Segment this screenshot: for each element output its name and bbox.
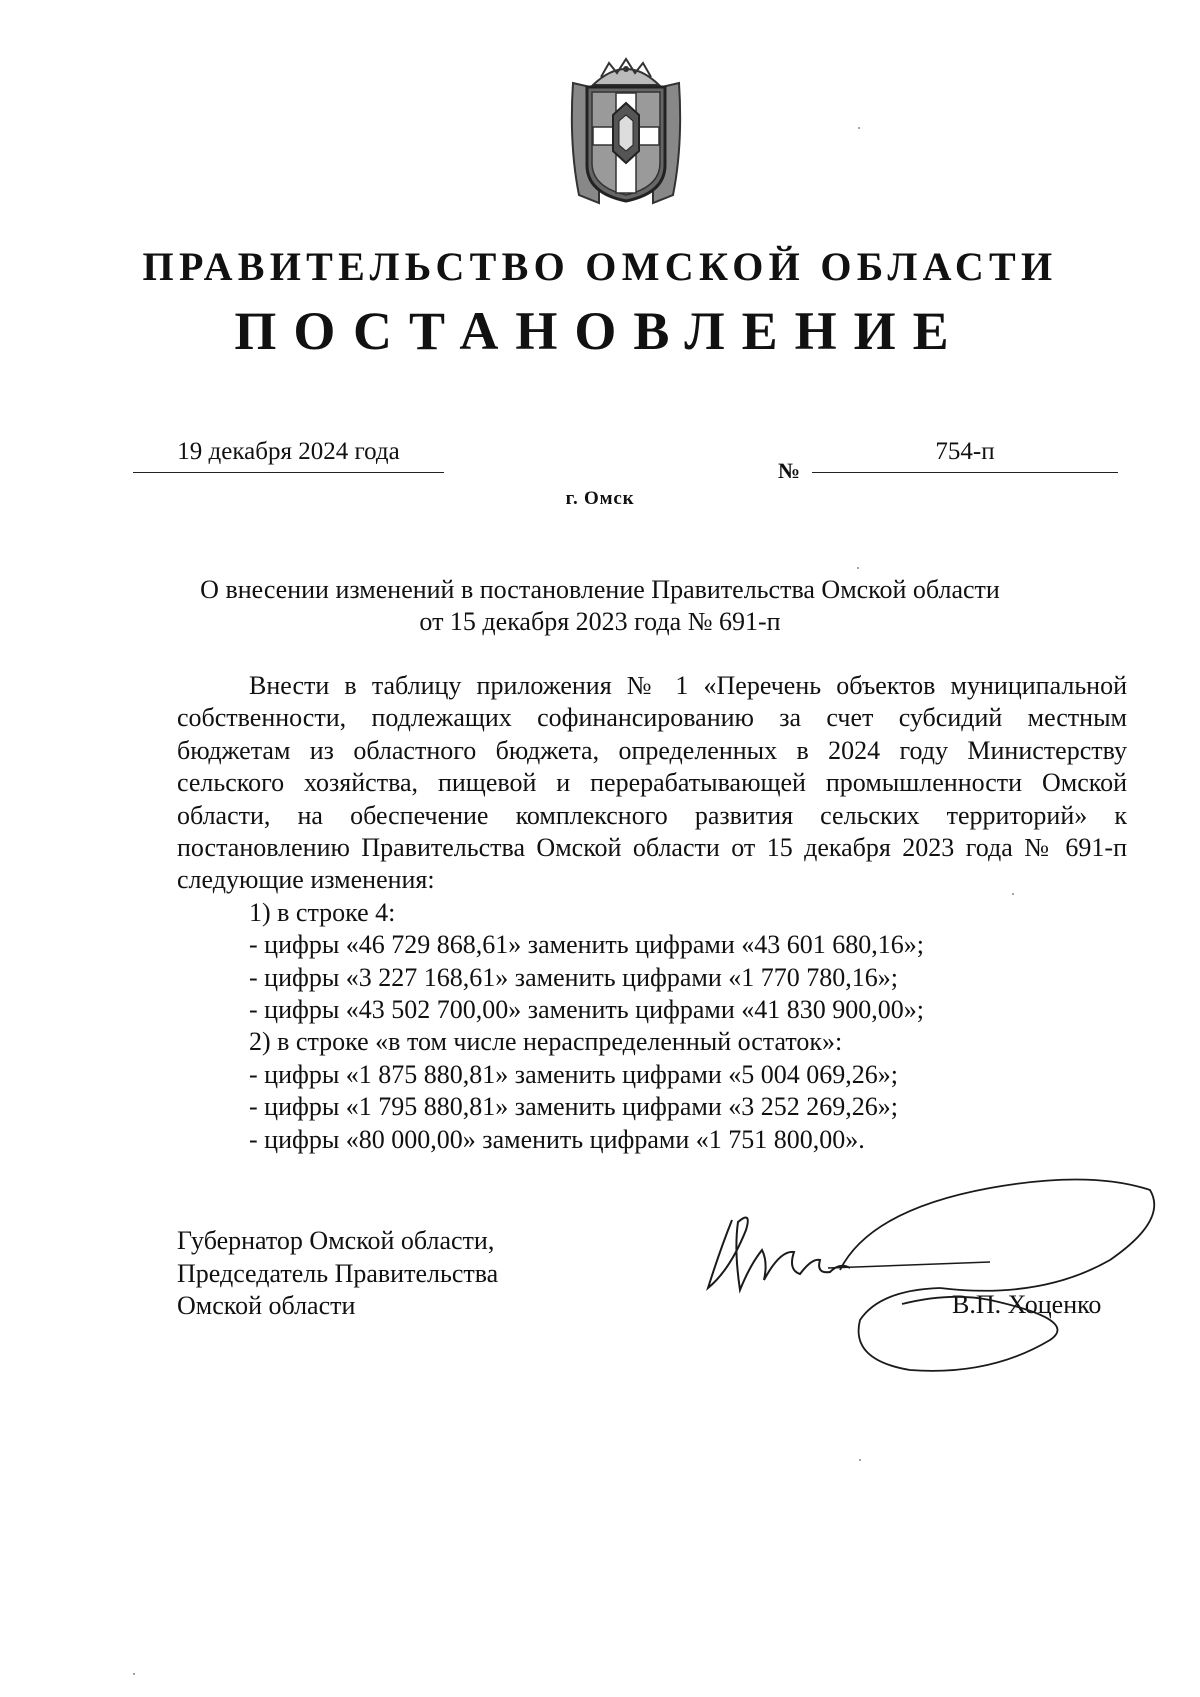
document-body [177, 670, 1127, 1156]
document-number: 754-п [812, 438, 1118, 473]
change-item: - цифры «3 227 168,61» заменить цифрами «1 770 780,16»; [249, 962, 898, 992]
signer-position-line: Омской области [177, 1291, 356, 1320]
change-item: - цифры «46 729 868,61» заменить цифрами «43 601 680,16»; [249, 930, 924, 960]
handwritten-signature [690, 1170, 1165, 1380]
signer-position [177, 1225, 498, 1323]
coat-of-arms-emblem [565, 55, 687, 205]
signer-position-line: Председатель Правительства [177, 1258, 499, 1288]
document-date: 19 декабря 2024 года [133, 438, 444, 473]
change-item: - цифры «1 795 880,81» заменить цифрами «3 252 269,26»; [249, 1092, 898, 1122]
change-item: 2) в строке «в том числе нераспределенный остаток»: [249, 1027, 843, 1057]
number-sign: № [778, 458, 801, 483]
scan-speck [1012, 893, 1014, 895]
scan-speck [859, 1459, 861, 1461]
document-subject [160, 574, 1040, 638]
organization-title: ПРАВИТЕЛЬСТВО ОМСКОЙ ОБЛАСТИ [142, 244, 1058, 289]
scan-speck [858, 127, 860, 129]
scan-speck [133, 1673, 135, 1675]
change-item: 1) в строке 4: [249, 897, 396, 927]
document-city: г. Омск [565, 488, 635, 509]
signer-name: В.П. Хоценко [952, 1290, 1102, 1319]
subject-line: О внесении изменений в постановление Правительства Омской области [200, 575, 1000, 604]
change-item: - цифры «1 875 880,81» заменить цифрами «5 004 069,26»; [249, 1059, 898, 1089]
scan-speck [857, 567, 859, 569]
change-item: - цифры «43 502 700,00» заменить цифрами «41 830 900,00»; [249, 995, 924, 1025]
signer-position-line: Губернатор Омской области, [177, 1226, 495, 1255]
body-intro-paragraph: Внести в таблицу приложения № 1 «Перечень объектов муниципальной собственности, подлежащих софинансированию за счет субсидий местным бюджетам из областного бюджета, определенных в 2024 году Министерству сельского хозяйства, пищевой и перерабатывающей промышленности Омской области, на обеспечение комплексного развития сельских территорий» к постановлению Правительства Омской области от 15 декабря 2023 года № 691-п следующие изменения: [177, 671, 1127, 895]
subject-line: от 15 декабря 2023 года № 691-п [419, 607, 781, 636]
document-type-title: ПОСТАНОВЛЕНИЕ [234, 301, 966, 361]
change-item: - цифры «80 000,00» заменить цифрами «1 751 800,00». [249, 1124, 865, 1154]
